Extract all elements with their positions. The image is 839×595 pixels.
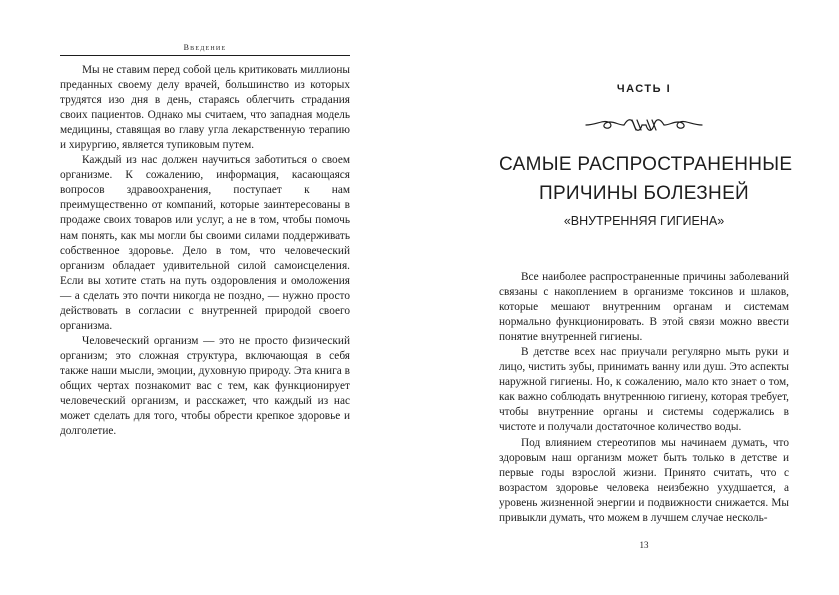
- chapter-title: [499, 150, 793, 208]
- right-body-text: [499, 270, 789, 526]
- chapter-subtitle: «ВНУТРЕННЯЯ ГИГИЕНА»: [563, 214, 725, 228]
- page-number: 13: [639, 540, 649, 550]
- running-head: Введение: [183, 43, 227, 52]
- paragraph: Мы не ставим перед собой цель критиковать миллионы преданных своему делу врачей, большинство из которых трудятся изо дня в день, стараясь облегчить страдания своих пациентов. Однако мы считаем, что западная модель медицины, ставящая во главу угла лекарственную терапию и хирургию, является тупиковым путем.: [60, 64, 350, 152]
- chapter-title-line: ПРИЧИНЫ БОЛЕЗНЕЙ: [539, 183, 749, 204]
- left-page: [0, 0, 419, 595]
- chapter-title-line: САМЫЕ РАСПРОСТРАНЕННЫЕ: [499, 154, 793, 175]
- right-page: [419, 0, 839, 595]
- part-label: ЧАСТЬ I: [616, 83, 672, 95]
- paragraph: Каждый из нас должен научиться заботиться о своем организме. К сожалению, информация, касающаяся вопросов здравоохранения, поступает к нам преимущественно от компаний, которые заинтересованы в продаже своих товаров или услуг, а не в том, чтобы помочь нам понять, как мы могли бы своими силами поддерживать собственное здоровье. Дело в том, что человеческий организм обладает удивительной силой самоисцеления. Если вы хотите стать на путь оздоровления и омоложения — а сделать это почти никогда не поздно, — нужно просто действовать в согласии с внутренней природой своего организма.: [60, 154, 350, 332]
- paragraph: Все наиболее распространенные причины заболеваний связаны с накоплением в организме токсинов и шлаков, которые мешают внутренним органам и системам нормально функционировать. В этой связи можно ввести понятие внутренней гигиены.: [499, 271, 789, 344]
- paragraph: Под влиянием стереотипов мы начинаем думать, что здоровым наш организм может быть только в детстве и первые годы взрослой жизни. Принято считать, что с возрастом здоровье человека неизбежно ухудшается, а уровень жизненной энергии и подвижности снижается. Мы привыкли думать, что можем в лучшем случае несколь-: [499, 436, 789, 524]
- paragraph: Человеческий организм — это не просто физический организм; это сложная структура, включающая в себя также наши мысли, эмоции, духовную природу. Эта книга в общих чертах познакомит вас с тем, как функционирует человеческий организм, и расскажет, что каждый из нас может сделать для того, чтобы обрести крепкое здоровье и долголетие.: [60, 334, 350, 438]
- header-rule: [60, 55, 350, 56]
- flourish-ornament-icon: [584, 114, 704, 136]
- left-body-text: [60, 63, 350, 439]
- paragraph: В детстве всех нас приучали регулярно мыть руки и лицо, чистить зубы, принимать ванну или душ. Это аспекты наружной гигиены. Но, к сожалению, мало кто знает о том, как важно соблюдать внутреннюю гигиену, которая требует, чтобы внутренние органы и системы содержались в чистоте и получали достаточное количество воды.: [499, 346, 789, 434]
